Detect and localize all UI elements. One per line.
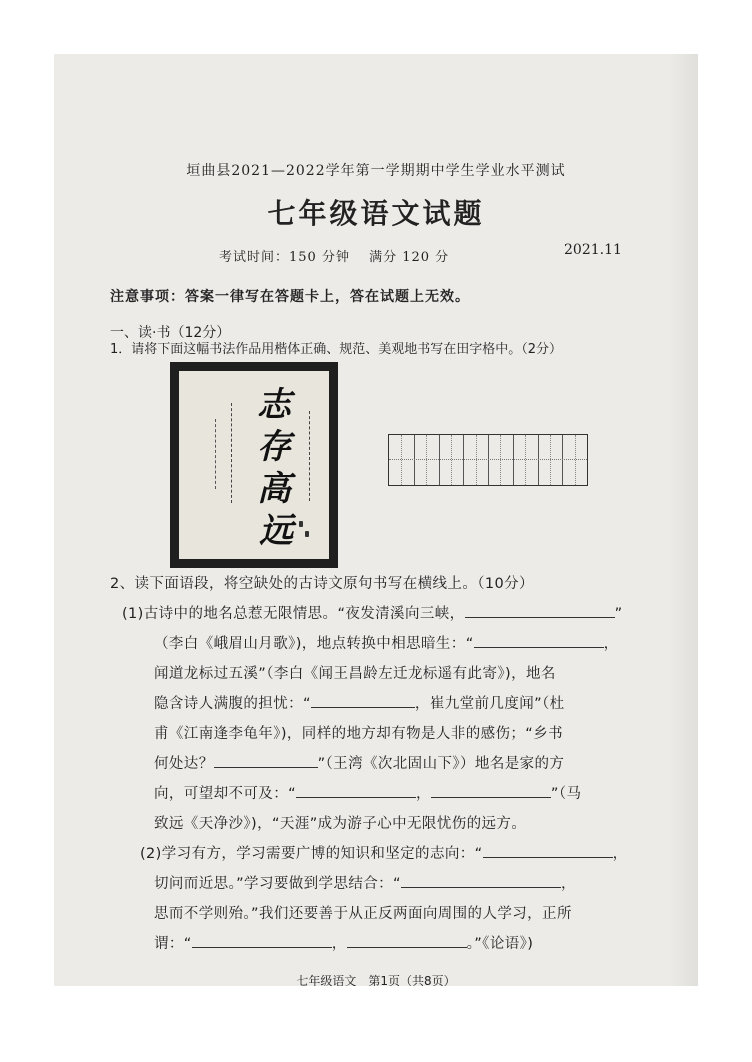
calligraphy-char: 远 xyxy=(259,511,293,551)
grid-midline xyxy=(389,459,587,460)
para1-line: 何处达？ ”（王湾《次北固山下》）地名是家的方 xyxy=(154,752,564,773)
calligraphy-artwork xyxy=(170,362,338,568)
para1-line: （李白《峨眉山月歌》)，地点转换中相思暗生：“ ， xyxy=(154,632,619,653)
grid-cell-guide xyxy=(525,435,526,485)
answer-blank[interactable] xyxy=(483,843,613,858)
calligraphy-char: 存 xyxy=(257,427,291,467)
grid-cell-guide xyxy=(550,435,551,485)
answer-blank[interactable] xyxy=(192,933,332,948)
question-2: 2、读下面语段，将空缺处的古诗文原句书写在横线上。（10分） xyxy=(110,576,534,592)
para1-line: 致远《天净沙》)，“天涯”成为游子心中无限忧伤的远方。 xyxy=(154,816,527,832)
seal-mark xyxy=(299,521,303,527)
para1-line: 隐含诗人满腹的担忧：“ ，崔九堂前几度闻”（杜 xyxy=(154,692,565,713)
answer-blank[interactable] xyxy=(401,873,561,888)
grid-divider xyxy=(414,435,415,485)
para2-line: 谓：“ ， 。”《论语》) xyxy=(154,932,533,953)
grid-cell-guide xyxy=(426,435,427,485)
calligraphy-paper xyxy=(179,371,329,559)
grid-cell-guide xyxy=(500,435,501,485)
calligraphy-char: 高 xyxy=(257,469,291,509)
inscription-mark xyxy=(309,411,310,501)
seal-mark xyxy=(305,531,309,537)
notice: 注意事项：答案一律写在答题卡上，答在试题上无效。 xyxy=(110,289,470,305)
answer-blank[interactable] xyxy=(431,783,551,798)
grid-divider xyxy=(488,435,489,485)
para2-line: (2)学习有方，学习需要广博的知识和坚定的志向：“ ， xyxy=(140,842,627,863)
answer-blank[interactable] xyxy=(465,603,615,618)
exam-info: 考试时间：150 分钟 满分 120 分 xyxy=(219,250,450,265)
para1-line: 向，可望却不可及：“ ， ”（马 xyxy=(154,782,581,803)
exam-paper xyxy=(54,54,698,986)
answer-blank[interactable] xyxy=(474,633,604,648)
answer-blank[interactable] xyxy=(296,783,416,798)
grid-cell-guide xyxy=(451,435,452,485)
grid-divider xyxy=(538,435,539,485)
inscription-mark xyxy=(231,403,232,503)
answer-blank[interactable] xyxy=(311,693,415,708)
section-heading: 一、读·书（12分） xyxy=(110,325,231,341)
grid-divider xyxy=(463,435,464,485)
answer-blank[interactable] xyxy=(347,933,467,948)
grid-cell-guide xyxy=(476,435,477,485)
tianzige-grid[interactable] xyxy=(388,434,588,486)
grid-divider xyxy=(439,435,440,485)
para2-line: 思而不学则殆。”我们还要善于从正反两面向周围的人学习，正所 xyxy=(154,906,572,922)
grid-divider xyxy=(562,435,563,485)
page-footer: 七年级语文 第1页（共8页） xyxy=(296,974,456,986)
calligraphy-char: 志 xyxy=(257,385,291,425)
answer-blank[interactable] xyxy=(214,753,318,768)
grid-cell-guide xyxy=(401,435,402,485)
grid-cell-guide xyxy=(575,435,576,485)
para1-line: (1)古诗中的地名总惹无限情思。“夜发清溪向三峡， ” xyxy=(122,602,622,623)
grid-divider xyxy=(513,435,514,485)
exam-date: 2021.11 xyxy=(564,242,622,258)
inscription-mark xyxy=(215,419,216,489)
para1-line: 甫《江南逢李龟年》)，同样的地方却有物是人非的感伤；“乡书 xyxy=(154,726,564,742)
page-title: 七年级语文试题 xyxy=(267,197,485,230)
question-1: 1．请将下面这幅书法作品用楷体正确、规范、美观地书写在田字格中。（2分） xyxy=(110,342,563,357)
para1-line: 闻道龙标过五溪”（李白《闻王昌龄左迁龙标遥有此寄》)，地名 xyxy=(154,666,556,682)
para2-line: 切问而近思。”学习要做到学思结合：“ ， xyxy=(154,872,576,893)
school-line: 垣曲县2021—2022学年第一学期期中学生学业水平测试 xyxy=(186,163,566,179)
